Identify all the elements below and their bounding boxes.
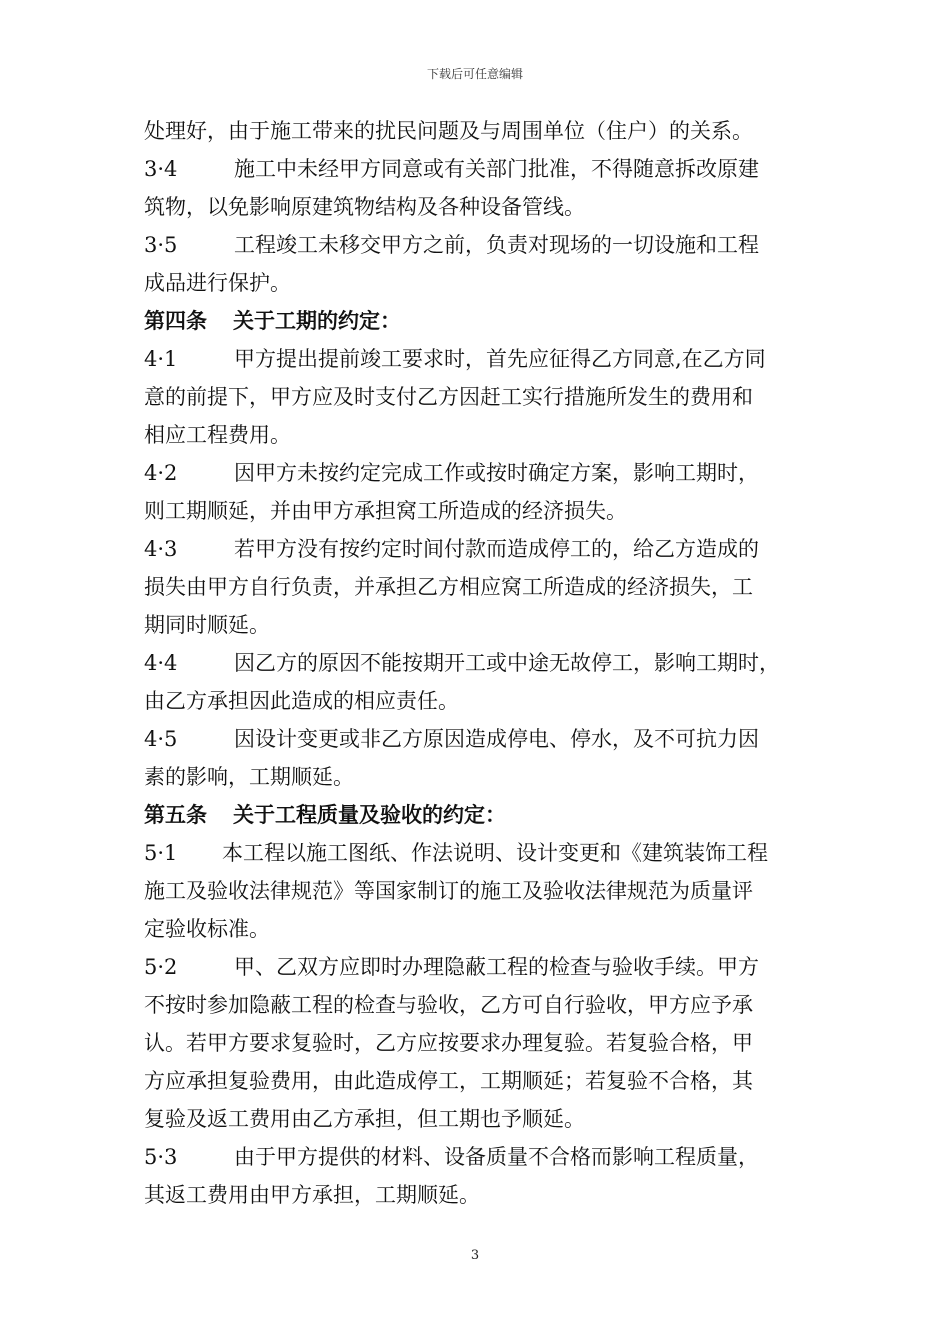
line-text: 其返工费用由甲方承担，工期顺延。 (144, 1183, 480, 1207)
text-line (144, 112, 806, 150)
clause-4-2 (144, 454, 806, 492)
line-text: 成品进行保护。 (144, 271, 291, 295)
line-text: 甲方提出提前竣工要求时，首先应征得乙方同意,在乙方同 (234, 347, 766, 371)
line-text: 不按时参加隐蔽工程的检查与验收，乙方可自行验收，甲方应予承 (144, 993, 753, 1017)
line-text: 认。若甲方要求复验时，乙方应按要求办理复验。若复验合格，甲 (144, 1031, 753, 1055)
clause-number: 5·3 (144, 1145, 178, 1169)
text-line (144, 492, 806, 530)
section-heading-4 (144, 302, 806, 340)
text-line (144, 986, 806, 1024)
line-text: 因甲方未按约定完成工作或按时确定方案，影响工期时， (234, 461, 759, 485)
line-text: 处理好，由于施工带来的扰民问题及与周围单位（住户）的关系。 (144, 119, 753, 143)
line-text: 期同时顺延。 (144, 613, 270, 637)
text-line (144, 378, 806, 416)
line-text: 素的影响，工期顺延。 (144, 765, 354, 789)
line-text: 因设计变更或非乙方原因造成停电、停水，及不可抗力因 (234, 727, 759, 751)
clause-4-3 (144, 530, 806, 568)
line-text: 施工中未经甲方同意或有关部门批准，不得随意拆改原建 (234, 157, 759, 181)
clause-5-3 (144, 1138, 806, 1176)
clause-4-4 (144, 644, 806, 682)
line-text: 由乙方承担因此造成的相应责任。 (144, 689, 459, 713)
text-line (144, 1024, 806, 1062)
text-line (144, 872, 806, 910)
clause-5-1 (144, 834, 806, 872)
text-line (144, 682, 806, 720)
line-text: 复验及返工费用由乙方承担，但工期也予顺延。 (144, 1107, 585, 1131)
heading-article: 第四条 (144, 309, 207, 333)
section-heading-5 (144, 796, 806, 834)
clause-3-4 (144, 150, 806, 188)
page-number: 3 (470, 1248, 480, 1263)
clause-number: 5·2 (144, 955, 178, 979)
page-header: 下载后可任意编辑 (426, 67, 523, 81)
line-text: 筑物，以免影响原建筑物结构及各种设备管线。 (144, 195, 585, 219)
clause-number: 3·4 (144, 157, 178, 181)
clause-number: 3·5 (144, 233, 178, 257)
line-text: 方应承担复验费用，由此造成停工，工期顺延；若复验不合格，其 (144, 1069, 753, 1093)
line-text: 施工及验收法律规范》等国家制订的施工及验收法律规范为质量评 (144, 879, 753, 903)
clause-number: 4·2 (144, 461, 178, 485)
line-text: 损失由甲方自行负责，并承担乙方相应窝工所造成的经济损失，工 (144, 575, 753, 599)
line-text: 则工期顺延，并由甲方承担窝工所造成的经济损失。 (144, 499, 627, 523)
clause-number: 4·5 (144, 727, 178, 751)
clause-number: 4·4 (144, 651, 178, 675)
clause-5-2 (144, 948, 806, 986)
text-line (144, 1100, 806, 1138)
text-line (144, 1062, 806, 1100)
heading-title: 关于工期的约定： (233, 309, 401, 333)
text-line (144, 416, 806, 454)
text-line (144, 264, 806, 302)
text-line (144, 188, 806, 226)
clause-number: 5·1 (144, 841, 178, 865)
clause-4-1 (144, 340, 806, 378)
clause-number: 4·3 (144, 537, 178, 561)
clause-3-5 (144, 226, 806, 264)
heading-article: 第五条 (144, 803, 207, 827)
line-text: 若甲方没有按约定时间付款而造成停工的，给乙方造成的 (234, 537, 759, 561)
line-text: 由于甲方提供的材料、设备质量不合格而影响工程质量， (234, 1145, 759, 1169)
heading-title: 关于工程质量及验收的约定： (233, 803, 506, 827)
line-text: 甲、乙双方应即时办理隐蔽工程的检查与验收手续。甲方 (234, 955, 759, 979)
clause-number: 4·1 (144, 347, 178, 371)
text-line (144, 568, 806, 606)
document-body (144, 112, 806, 1214)
text-line (144, 758, 806, 796)
line-text: 相应工程费用。 (144, 423, 291, 447)
text-line (144, 1176, 806, 1214)
line-text: 工程竣工未移交甲方之前，负责对现场的一切设施和工程 (234, 233, 759, 257)
line-text: 因乙方的原因不能按期开工或中途无故停工，影响工期时， (234, 651, 780, 675)
clause-4-5 (144, 720, 806, 758)
line-text: 本工程以施工图纸、作法说明、设计变更和《建筑装饰工程 (222, 841, 768, 865)
text-line (144, 606, 806, 644)
line-text: 意的前提下，甲方应及时支付乙方因赶工实行措施所发生的费用和 (144, 385, 753, 409)
line-text: 定验收标准。 (144, 917, 270, 941)
text-line (144, 910, 806, 948)
